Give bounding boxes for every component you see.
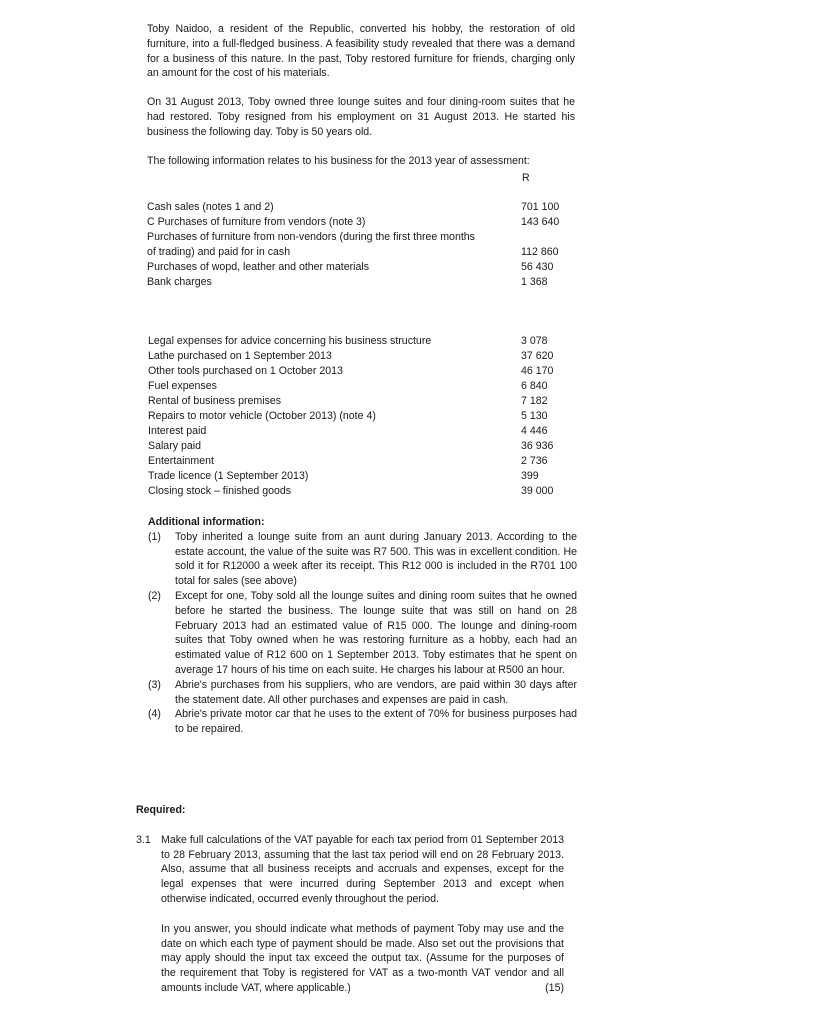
item-amount: 46 170 [521,365,554,377]
item-label: Lathe purchased on 1 September 2013 [148,350,332,362]
item-amount: 112 860 [521,246,559,258]
intro-section [147,22,575,168]
item-amount: 36 936 [521,440,554,452]
question-marks: (15) [545,981,564,994]
note-number: (4) [148,708,161,721]
item-amount: 3 078 [521,335,548,347]
question-text-2-block [161,922,564,996]
item-label: Trade licence (1 September 2013) [148,470,309,482]
note-item [148,678,577,708]
item-label: of trading) and paid for in cash [147,246,291,258]
note-item [148,589,577,678]
item-label: Purchases of furniture from non-vendors (during the first three months [147,231,475,243]
item-amount: 399 [521,470,539,482]
item-label: Interest paid [148,425,207,437]
item-label: Salary paid [148,440,201,452]
note-text: Toby inherited a lounge suite from an aunt during January 2013. According to the estate account, the value of the suite was R7 500. This was in excellent condition. He sold it for R12000 a week after its receipt. This R12 000 is included in the R701 100 total for sales (see above) [175,530,577,588]
intro-paragraph-3: The following information relates to his business for the 2013 year of assessment: [147,154,530,167]
item-label: Rental of business premises [148,395,282,407]
item-amount: 4 446 [521,425,548,437]
note-item [148,530,577,589]
item-amount: 143 640 [521,216,560,228]
item-label: Legal expenses for advice concerning his business structure [148,335,432,347]
item-amount: 7 182 [521,395,548,407]
note-number: (2) [148,589,161,602]
additional-information-title: Additional information: [148,516,265,528]
item-amount: 37 620 [521,350,554,362]
item-amount: 1 368 [521,276,548,288]
currency-column-header: R [522,172,530,184]
item-amount: 39 000 [521,485,554,497]
note-item [148,707,577,737]
item-label: C Purchases of furniture from vendors (note 3) [147,216,366,228]
item-amount: 2 736 [521,455,548,467]
item-label: Closing stock – finished goods [148,485,292,497]
required-section [136,803,564,996]
note-text: Except for one, Toby sold all the lounge suites and dining room suites that he owned before he started the business. The lounge suite that was still on hand on 28 February 2013 had an estimated value of R15 000. The lounge and dining-room suites that Toby owned when he was restoring furniture as a hobby, each had an estimated value of R12 600 on 1 September 2013. Toby estimates that he spent on average 17 hours of his time on each suite. He charges his labour at R500 an hour. [175,589,577,676]
item-label: Entertainment [148,455,214,467]
intro-paragraph-2: On 31 August 2013, Toby owned three lounge suites and four dining-room suites that he had restored. Toby resigned from his employment on 31 August 2013. He started his business the following day. Toby is 50 years old. [147,96,575,138]
intro-paragraph-1: Toby Naidoo, a resident of the Republic, converted his hobby, the restoration of old furniture, into a full-fledged business. A feasibility study revealed that there was a demand for a business of this nature. In the past, Toby restored furniture for friends, charging only an amount for the cost of his materials. [147,23,575,80]
required-title: Required: [136,804,186,816]
note-number: (1) [148,530,161,543]
item-label: Bank charges [147,276,212,288]
item-amount: 5 130 [521,410,548,422]
item-amount: 6 840 [521,380,548,392]
note-text: Abrie's private motor car that he uses to the extent of 70% for business purposes had to be repaired. [175,708,577,736]
question-number: 3.1 [136,833,151,846]
additional-information [148,515,577,737]
items-table-2 [148,335,578,505]
items-table-1 [147,201,577,296]
item-label: Fuel expenses [148,380,217,392]
item-label: Cash sales (notes 1 and 2) [147,201,274,213]
note-number: (3) [148,678,161,691]
question-text-1: Make full calculations of the VAT payable for each tax period from 01 September 2013 to 28 February 2013, assuming that the last tax period will end on 28 February 2013. Also, assume that all business receipts and accruals and expenses, except for the legal expenses that were incurred during September 2013 and except when otherwise indicated, occurred evenly throughout the period. [161,833,564,905]
item-amount: 56 430 [521,261,554,273]
item-label: Other tools purchased on 1 October 2013 [148,365,343,377]
question-text-2: In you answer, you should indicate what methods of payment Toby may use and the date on which each type of payment should be made. Also set out the provisions that may apply should the input tax exceed the output tax. (Assume for the purposes of the requirement that Toby is registered for VAT as a two-month VAT vendor and all amounts include VAT, where applicable.) [161,922,564,994]
item-label: Repairs to motor vehicle (October 2013) (note 4) [148,410,376,422]
question-3-1 [136,833,564,996]
item-label: Purchases of wopd, leather and other materials [147,261,370,273]
item-amount: 701 100 [521,201,560,213]
note-text: Abrie's purchases from his suppliers, who are vendors, are paid within 30 days after the statement date. All other purchases and expenses are paid in cash. [175,678,577,706]
